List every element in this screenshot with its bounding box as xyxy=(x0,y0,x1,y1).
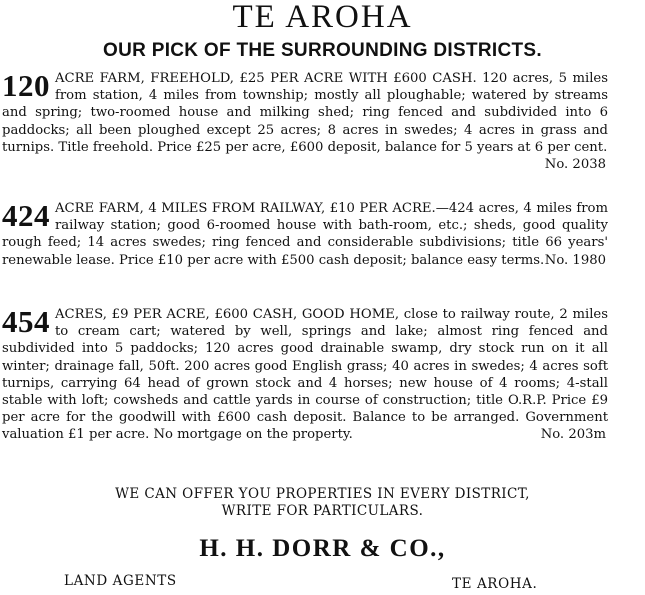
listing-120 xyxy=(2,70,608,173)
listing-description: ACRE FARM, FREEHOLD, £25 PER ACRE WITH £600 CASH. 120 acres, 5 miles from station, 4 miles from township; mostly all ploughable; watered by streams and spring; two-roomed house and milking shed; ring fenced and subdivided into 6 paddocks; all been ploughed except 25 acres; 8 acres in swedes; 4 acres in grass and turnips. Title freehold. Price £25 per acre, £600 deposit, balance for 5 years at 6 per cent. xyxy=(2,71,608,155)
listing-number: 424 xyxy=(2,198,50,233)
offer-line-2: WRITE FOR PARTICULARS. xyxy=(221,503,424,519)
listing-description: ACRES, £9 PER ACRE, £600 CASH, GOOD HOME, close to railway route, 2 miles to cream cart; watered by well, springs and lake; almost ring fenced and subdivided into 5 paddocks; 120 acres good drainable swamp, dry stock run on it all winter; drainage fall, 50ft. 200 acres good English grass; 40 acres in swedes; 4 acres soft turnips, carrying 64 head of grown stock and 4 horses; new house of 4 rooms; 4-stall stable with loft; cowsheds and cattle yards in course of construction; title O.R.P. Price £9 per acre for the goodwill with £600 cash deposit. Balance to be arranged. Government valuation £1 per acre. No mortgage on the property. xyxy=(2,307,608,443)
listing-text xyxy=(2,70,608,173)
firm-role: LAND AGENTS xyxy=(64,573,177,589)
listing-number: 120 xyxy=(2,68,50,103)
offer-block xyxy=(0,486,645,520)
firm-location: TE AROHA. xyxy=(452,576,538,592)
listing-reference: No. 203m xyxy=(540,427,606,443)
listing-text xyxy=(2,200,608,269)
offer-line-1: WE CAN OFFER YOU PROPERTIES IN EVERY DISTRICT, xyxy=(115,486,530,502)
listing-424 xyxy=(2,200,608,269)
listing-text xyxy=(2,306,608,444)
page-subtitle: OUR PICK OF THE SURROUNDING DISTRICTS. xyxy=(103,40,542,61)
listing-number: 454 xyxy=(2,304,50,339)
page-title: TE AROHA xyxy=(232,0,413,35)
listing-454 xyxy=(2,306,608,444)
listing-description: ACRE FARM, 4 MILES FROM RAILWAY, £10 PER ACRE.—424 acres, 4 miles from railway station; good 6-roomed house with bath-room, etc.; sheds, good quality rough feed; 14 acres swedes; ring fenced and considerable subdivisions; title 66 years' renewable lease. Price £10 per acre with £500 cash deposit; balance easy terms. xyxy=(2,201,608,268)
listing-reference: No. 2038 xyxy=(544,157,606,173)
listing-reference: No. 1980 xyxy=(544,252,606,268)
firm-name: H. H. DORR & CO., xyxy=(199,535,446,562)
